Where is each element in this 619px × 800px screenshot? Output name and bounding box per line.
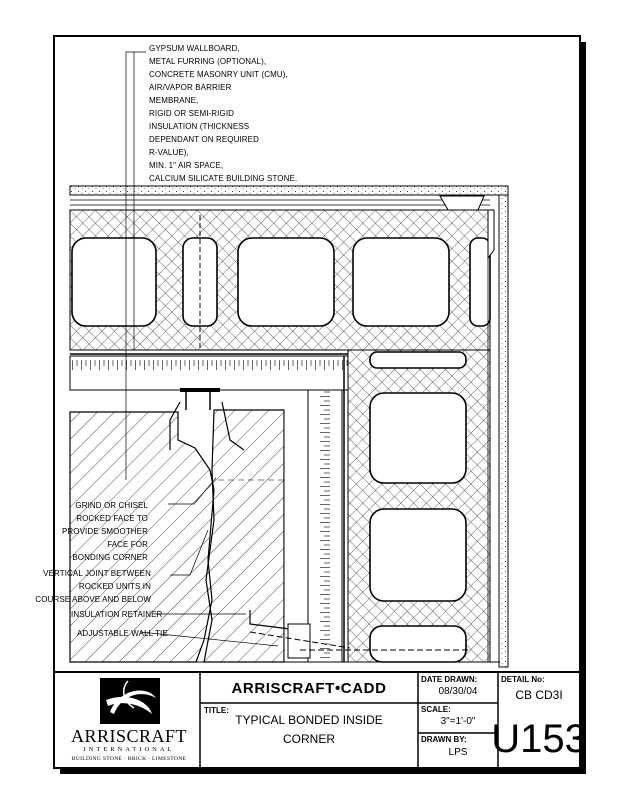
logo-subtitle: INTERNATIONAL	[83, 746, 175, 753]
note-line: BONDING CORNER	[72, 553, 148, 562]
note-line: COURSE ABOVE AND BELOW	[35, 595, 151, 604]
drawn-by-value: LPS	[448, 747, 468, 758]
note-line: DEPENDANT ON REQUIRED	[149, 135, 259, 144]
insulation-retainer-note: INSULATION RETAINER	[71, 610, 163, 619]
note-line: CALCIUM SILICATE BUILDING STONE.	[149, 174, 298, 183]
scale-label: SCALE:	[421, 705, 451, 714]
note-line: GYPSUM WALLBOARD,	[149, 44, 240, 53]
note-line: CONCRETE MASONRY UNIT (CMU),	[149, 70, 288, 79]
gypsum-board-top	[70, 186, 508, 195]
insulation-horizontal	[70, 356, 348, 390]
drawn-by-label: DRAWN BY:	[421, 735, 467, 744]
note-line: FACE FOR	[107, 540, 148, 549]
scale-value: 3"=1'-0"	[440, 716, 476, 727]
note-line: MEMBRANE,	[149, 96, 199, 105]
logo-name: ARRISCRAFT	[70, 726, 188, 746]
note-line: MIN. 1" AIR SPACE,	[149, 161, 224, 170]
drawing-title-line: TYPICAL BONDED INSIDE	[235, 713, 383, 727]
stone-unit-right	[204, 410, 284, 662]
detail-number: U153	[491, 717, 587, 761]
drawing-title-line: CORNER	[282, 732, 336, 746]
adjustable-wall-tie-note: ADJUSTABLE WALL TIE	[77, 629, 168, 638]
detail-label: DETAIL No:	[501, 675, 545, 684]
note-line: PROVIDE SMOOTHER	[61, 527, 148, 536]
note-line: ROCKED FACE TO	[76, 514, 148, 523]
vertical-joint-note	[35, 569, 151, 604]
brand-heading: ARRISCRAFT•CADD	[231, 680, 387, 697]
detail-code: CB CD3I	[515, 688, 563, 702]
gypsum-board-right	[499, 195, 508, 667]
logo-tagline: BUILDING STONE · BRICK · LIMESTONE	[71, 756, 187, 762]
note-line: VERTICAL JOINT BETWEEN	[43, 569, 151, 578]
note-line: R-VALUE),	[149, 148, 189, 157]
note-line: ROCKED UNITS IN	[78, 582, 151, 591]
note-line: AIR/VAPOR BARRIER	[149, 83, 232, 92]
stone-unit-left	[70, 412, 214, 662]
title-label: TITLE:	[204, 706, 229, 715]
note-line: GRIND OR CHISEL	[75, 501, 148, 510]
note-line: RIGID OR SEMI-RIGID	[149, 109, 235, 118]
date-value: 08/30/04	[438, 686, 478, 697]
note-line: INSULATION (THICKNESS	[149, 122, 250, 131]
date-label: DATE DRAWN:	[421, 675, 478, 684]
note-line: METAL FURRING (OPTIONAL),	[149, 57, 267, 66]
insulation-vertical	[308, 390, 342, 662]
